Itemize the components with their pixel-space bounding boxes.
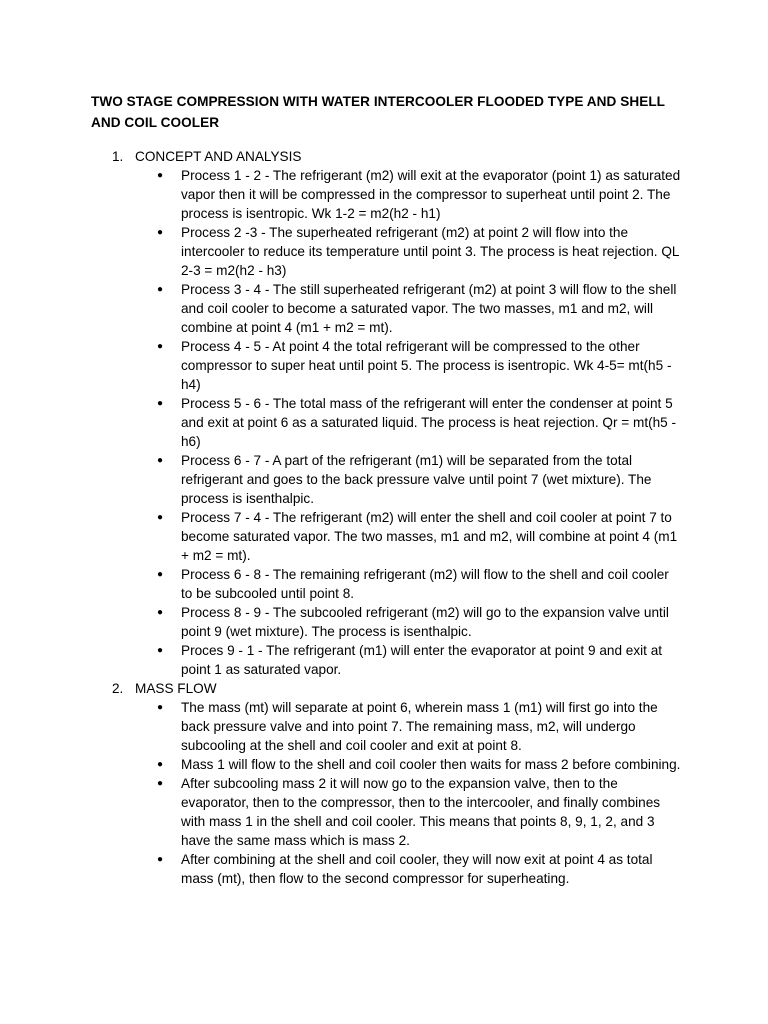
- list-item-text: Process 5 - 6 - The total mass of the refrigerant will enter the condenser at point 5 and exit at point 6 as a saturated liquid. The process is heat rejection. Qr = mt(h5 - h6): [181, 396, 677, 449]
- list-item: [0, 280, 681, 337]
- list-item: [0, 337, 681, 394]
- bullet-dot-icon: ●: [157, 455, 164, 466]
- section-heading: CONCEPT AND ANALYSIS: [135, 149, 302, 164]
- list-item: [0, 698, 681, 755]
- list-item: [0, 394, 681, 451]
- bullet-dot-icon: ●: [157, 170, 164, 181]
- bullet-dot-icon: ●: [157, 759, 164, 770]
- list-item: [0, 755, 681, 774]
- list-item: [0, 166, 681, 223]
- list-item: [0, 641, 681, 679]
- list-item: [0, 223, 681, 280]
- bullet-dot-icon: ●: [157, 645, 164, 656]
- list-item: [0, 565, 681, 603]
- list-item: [0, 508, 681, 565]
- list-item: [0, 603, 681, 641]
- bullet-dot-icon: ●: [157, 778, 164, 789]
- list-item-text: After combining at the shell and coil cooler, they will now exit at point 4 as total mass (mt), then flow to the second compressor for superheating.: [181, 852, 653, 886]
- list-item-text: Process 2 -3 - The superheated refrigerant (m2) at point 2 will flow into the intercooler to reduce its temperature until point 3. The process is heat rejection. QL 2-3 = m2(h2 - h3): [181, 225, 679, 278]
- section-number: 1.: [112, 149, 124, 164]
- document-content: [0, 147, 768, 888]
- list-item-text: Process 4 - 5 - At point 4 the total refrigerant will be compressed to the other compressor to super heat until point 5. The process is isentropic. Wk 4-5= mt(h5 - h4): [181, 339, 672, 392]
- section-heading-row: [0, 679, 768, 698]
- list-item-text: After subcooling mass 2 it will now go to the expansion valve, then to the evaporator, then to the compressor, then to the intercooler, and finally combines with mass 1 in the shell and coil cooler. This means that points 8, 9, 1, 2, and 3 have the same mass which is mass 2.: [181, 776, 661, 848]
- bullet-dot-icon: ●: [157, 341, 164, 352]
- section-mass-flow: [0, 679, 768, 888]
- section-heading-row: [0, 147, 768, 166]
- bullet-list: [0, 698, 768, 888]
- list-item-text: Process 6 - 7 - A part of the refrigerant (m1) will be separated from the total refrigerant and goes to the back pressure valve until point 7 (wet mixture). The process is isenthalpic.: [181, 453, 652, 506]
- section-concept-and-analysis: [0, 147, 768, 679]
- bullet-list: [0, 166, 768, 679]
- bullet-dot-icon: ●: [157, 854, 164, 865]
- list-item-text: Process 7 - 4 - The refrigerant (m2) will enter the shell and coil cooler at point 7 to become saturated vapor. The two masses, m1 and m2, will combine at point 4 (m1 + m2 = mt).: [181, 510, 678, 563]
- list-item: [0, 774, 681, 850]
- bullet-dot-icon: ●: [157, 284, 164, 295]
- bullet-dot-icon: ●: [157, 607, 164, 618]
- document-title: TWO STAGE COMPRESSION WITH WATER INTERCOOLER FLOODED TYPE AND SHELL AND COIL COOLER: [91, 94, 665, 130]
- list-item-text: Mass 1 will flow to the shell and coil cooler then waits for mass 2 before combining.: [181, 757, 681, 772]
- section-number: 2.: [112, 681, 124, 696]
- bullet-dot-icon: ●: [157, 398, 164, 409]
- list-item-text: Process 3 - 4 - The still superheated refrigerant (m2) at point 3 will flow to the shell and coil cooler to become a saturated vapor. The two masses, m1 and m2, will combine at point 4 (m1 + m2 = mt).: [181, 282, 677, 335]
- list-item-text: Process 6 - 8 - The remaining refrigerant (m2) will flow to the shell and coil cooler to be subcooled until point 8.: [181, 567, 669, 601]
- list-item: [0, 850, 681, 888]
- section-heading: MASS FLOW: [135, 681, 217, 696]
- bullet-dot-icon: ●: [157, 512, 164, 523]
- bullet-dot-icon: ●: [157, 702, 164, 713]
- list-item-text: Process 1 - 2 - The refrigerant (m2) will exit at the evaporator (point 1) as saturated vapor then it will be compressed in the compressor to superheat until point 2. The process is isentropic. Wk 1-2 = m2(h2 - h1): [181, 168, 681, 221]
- list-item-text: Process 8 - 9 - The subcooled refrigerant (m2) will go to the expansion valve until point 9 (wet mixture). The process is isenthalpic.: [181, 605, 669, 639]
- list-item-text: Proces 9 - 1 - The refrigerant (m1) will enter the evaporator at point 9 and exit at point 1 as saturated vapor.: [181, 643, 663, 677]
- bullet-dot-icon: ●: [157, 569, 164, 580]
- bullet-dot-icon: ●: [157, 227, 164, 238]
- list-item-text: The mass (mt) will separate at point 6, wherein mass 1 (m1) will first go into the back pressure valve and into point 7. The remaining mass, m2, will undergo subcooling at the shell and coil cooler and exit at point 8.: [181, 700, 658, 753]
- list-item: [0, 451, 681, 508]
